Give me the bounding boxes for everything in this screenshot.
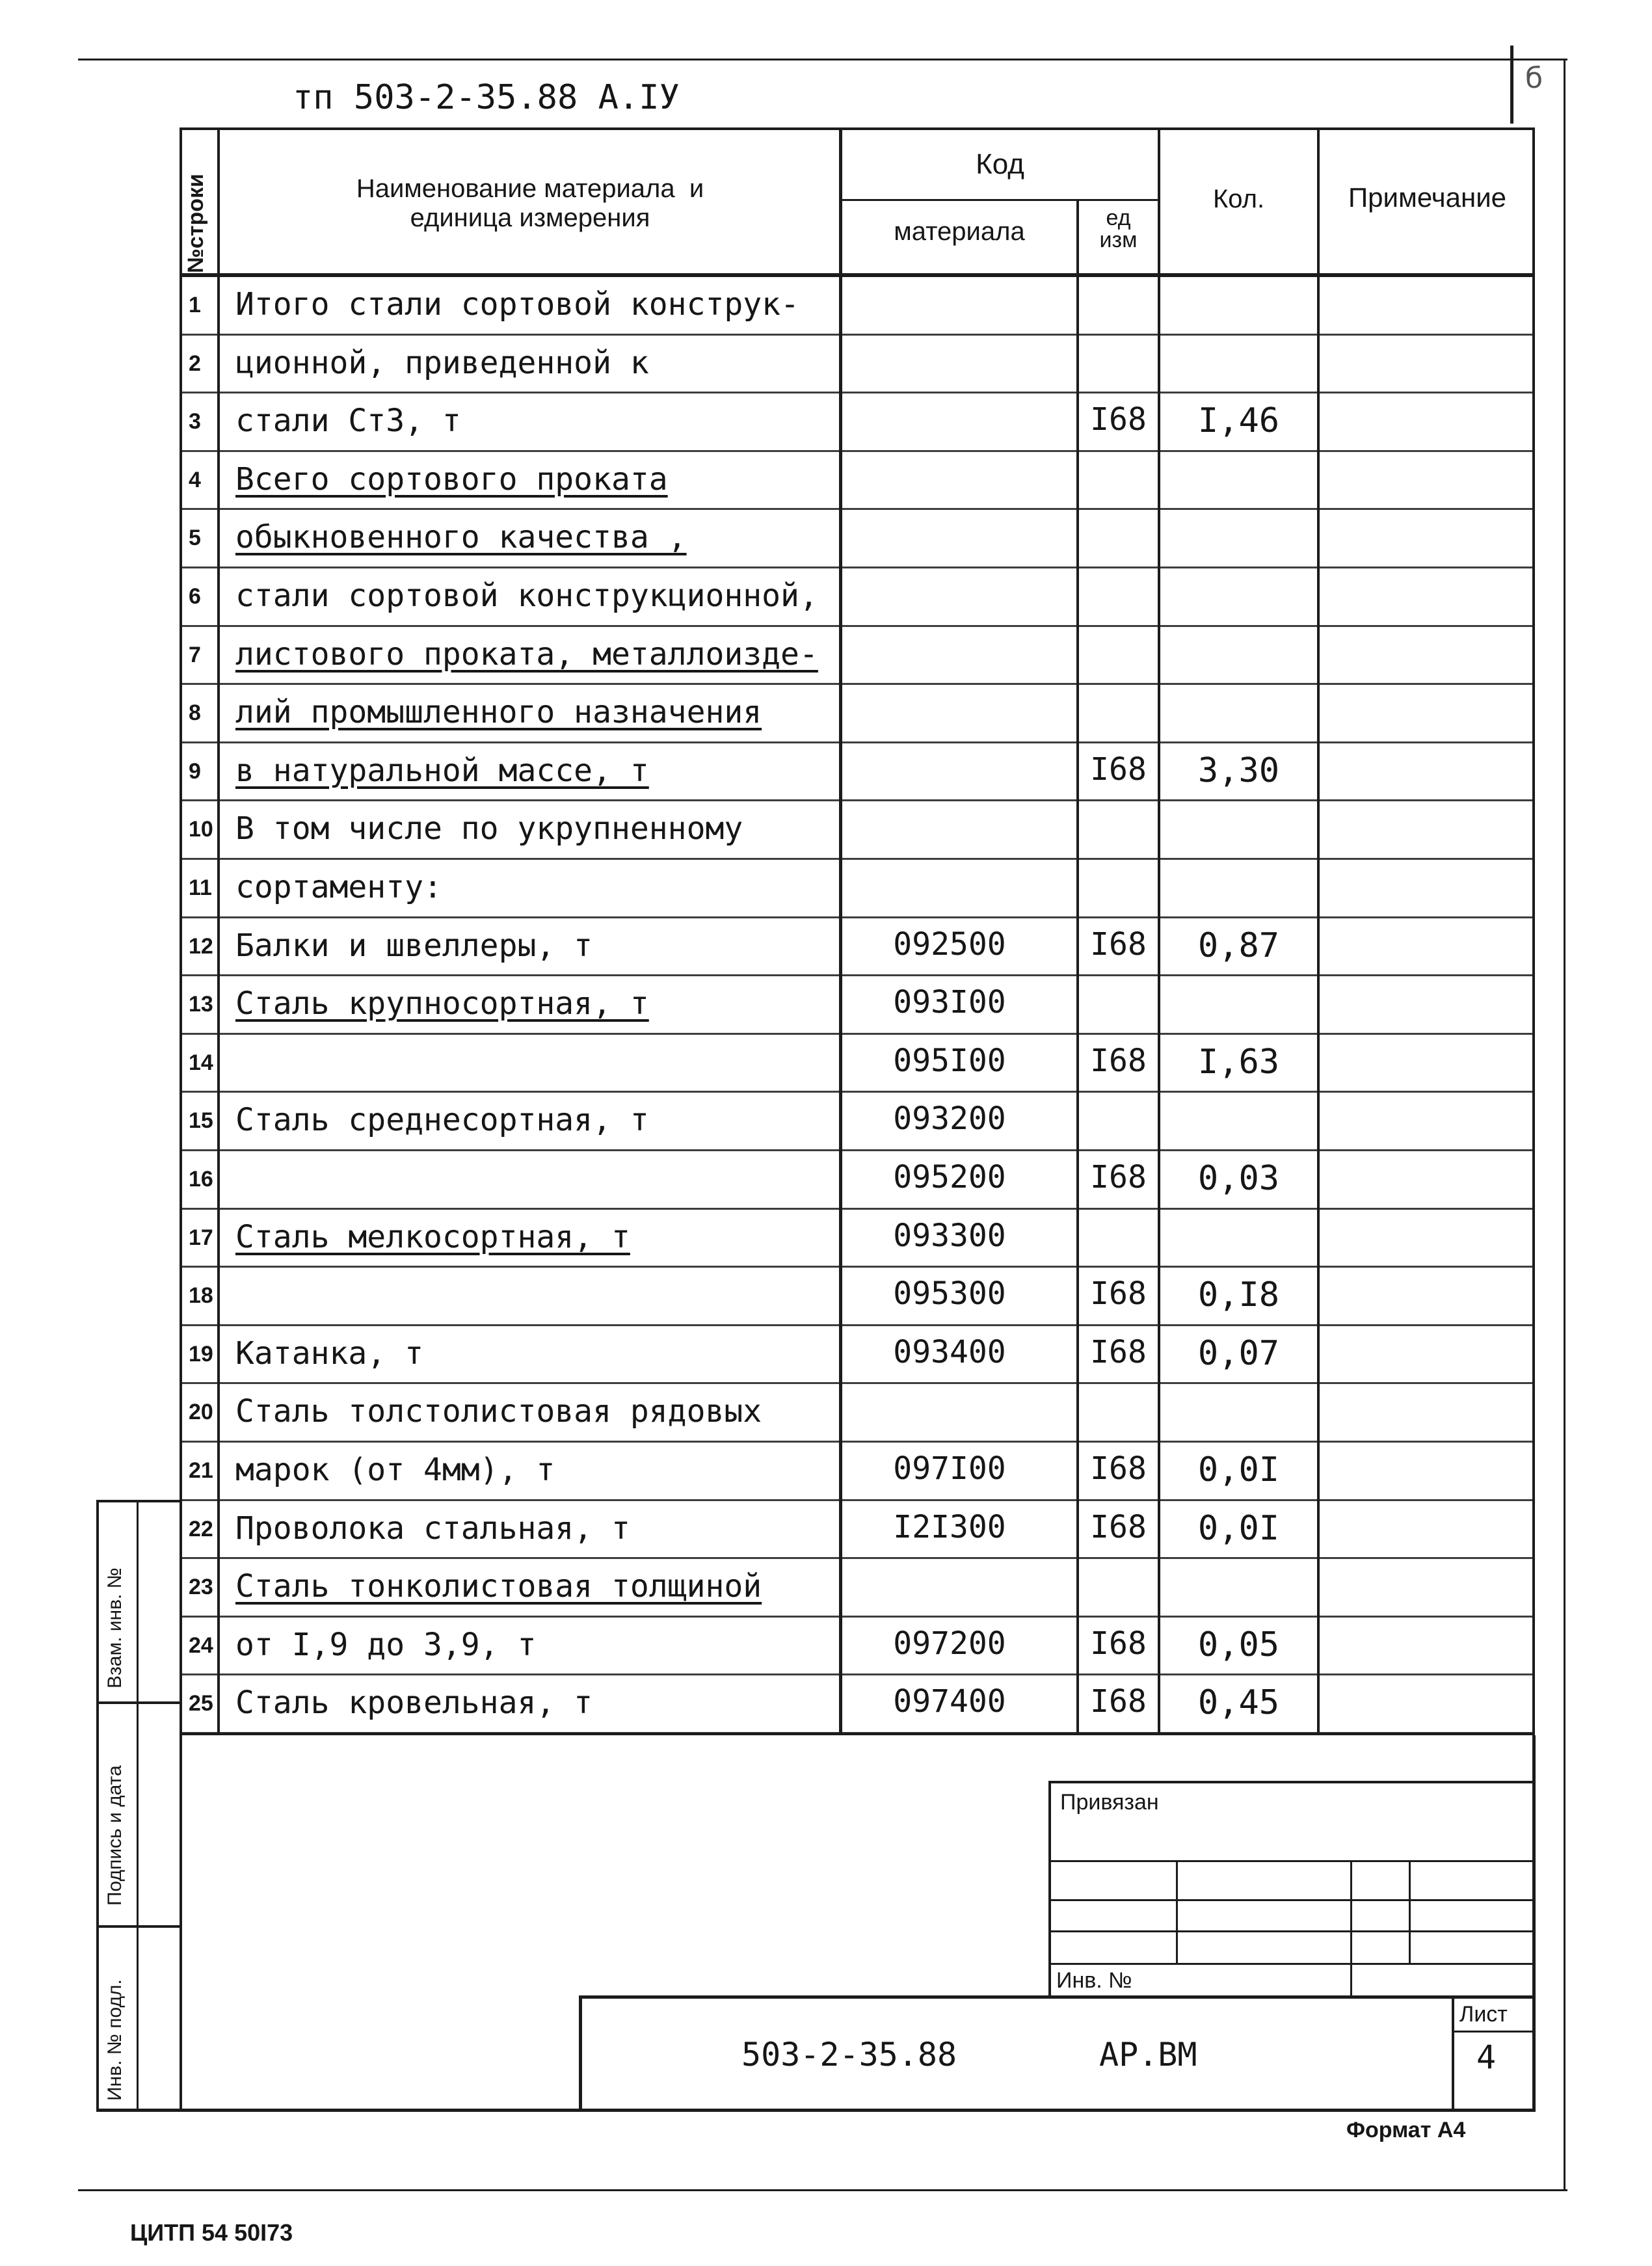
table-row [180,685,1535,743]
corner-mark: б [1525,62,1543,95]
row-number: 19 [189,1341,213,1366]
table-row [180,393,1535,452]
row-number: 6 [189,584,201,609]
row-number: 21 [189,1458,213,1483]
row-quantity: 0,0I [1197,1508,1280,1548]
row-unit-code: I68 [1090,1683,1147,1720]
row-unit-code: I68 [1090,1159,1147,1195]
sheet-box-rule [1452,2031,1535,2033]
row-material-code: 095300 [893,1275,1006,1313]
row-unit-code: I68 [1090,1042,1147,1079]
project-code: тп 503-2-35.88 А.IУ [293,78,680,117]
row-number: 25 [189,1691,213,1716]
row-number: 5 [189,526,201,551]
row-number: 2 [189,351,201,376]
col-header-unit: ед изм [1099,206,1138,252]
row-number: 23 [189,1575,213,1600]
row-material-code: 092500 [893,926,1006,963]
row-name: Сталь тонколистовая толщиной [235,1568,762,1605]
row-number: 11 [189,875,212,900]
privyazan-rule-2 [1048,1899,1535,1901]
doc-mark: АР.ВМ [1099,2036,1197,2073]
table-row [180,1035,1535,1093]
row-unit-code: I68 [1090,926,1147,963]
row-number: 1 [189,293,201,317]
row-name: обыкновенного качества , [235,519,687,556]
table-row [180,1268,1535,1326]
privyazan-vline-2 [1350,1860,1352,1995]
row-number: 8 [189,700,201,726]
row-unit-code: I68 [1090,1450,1147,1487]
outer-bottom-rule [78,2189,1567,2191]
privyazan-vline-1 [1176,1860,1178,1963]
table-row [180,510,1535,568]
outer-right-rule [1564,59,1565,2189]
row-number: 10 [189,817,213,842]
row-number: 4 [189,467,201,492]
row-material-code: 097I00 [893,1450,1006,1487]
row-name: стали сортовой конструкционной, [235,578,818,614]
col-header-qty: Кол. [1212,185,1265,213]
table-row [180,1675,1535,1734]
table-row [180,336,1535,394]
row-number: 3 [189,409,201,434]
row-number: 17 [189,1225,213,1250]
title-stamp [579,1995,1535,2111]
table-row [180,1151,1535,1210]
row-material-code: 093400 [893,1333,1006,1370]
row-quantity: 0,03 [1197,1159,1280,1198]
privyazan-label: Привязан [1060,1790,1159,1815]
row-name: стали Ст3, т [235,403,461,440]
code-subheader-rule [840,199,1158,201]
col-header-row-no: №строки [183,174,208,273]
row-quantity: 0,05 [1197,1625,1280,1664]
row-material-code: 097400 [893,1683,1006,1720]
row-material-code: 095I00 [893,1042,1006,1079]
row-number: 13 [189,992,213,1017]
row-number: 15 [189,1108,213,1134]
inv-no-label: Инв. № [1056,1968,1132,1993]
table-row [180,801,1535,860]
row-name: листового проката, металлоизде- [235,635,818,673]
table-row [180,1618,1535,1676]
top-rule [78,59,1567,60]
row-name: Сталь кровельная, т [235,1685,593,1722]
row-number: 20 [189,1400,213,1425]
row-name: сортаменту: [235,869,442,905]
format-label: Формат А4 [1346,2118,1466,2142]
table-row [180,976,1535,1035]
row-number: 12 [189,933,213,959]
table-row [180,1559,1535,1618]
frame-left [180,1735,182,2111]
row-name: Сталь мелкосортная, т [235,1218,630,1255]
col-header-material: материала [894,217,1025,246]
row-quantity: 0,I8 [1197,1275,1280,1315]
row-name: Сталь толстолистовая рядовых [235,1393,762,1430]
row-name: лий промышленного назначения [235,694,762,731]
privyazan-rule-3 [1048,1930,1535,1932]
side-label-podpis: Подпись и дата [104,1765,126,1906]
col-header-name: Наименование материала и единица измерения [356,174,704,232]
row-name: в натуральной массе, т [235,752,649,789]
row-name: марок (от 4мм), т [235,1452,555,1488]
row-material-code: 093200 [893,1100,1006,1138]
row-number: 7 [189,642,201,667]
side-strip-divider [137,1500,139,2111]
col-header-note: Примечание [1348,182,1507,213]
row-number: 9 [189,758,201,784]
row-material-code: 097200 [893,1625,1006,1662]
sheet-box-line [1452,1995,1454,2111]
table-row [180,277,1535,336]
row-name: Проволока стальная, т [235,1510,630,1547]
row-number: 22 [189,1516,213,1541]
row-name: Сталь крупносортная, т [235,985,649,1022]
row-rule [180,1732,1535,1734]
side-strip-sep-2 [96,1925,180,1928]
print-mark: ЦИТП 54 50I73 [130,2219,293,2246]
row-name: от I,9 до 3,9, т [235,1626,537,1663]
sheet-number: 4 [1476,2038,1497,2076]
table-row [180,1093,1535,1151]
doc-code: 503-2-35.88 [741,2036,957,2073]
row-name: В том числе по укрупненному [235,810,743,847]
row-quantity: 0,45 [1197,1683,1280,1723]
row-name: Итого стали сортовой конструк- [235,286,799,323]
privyazan-vline-3 [1409,1860,1411,1963]
table-row [180,452,1535,511]
table-row [180,568,1535,627]
side-label-vzam: Взам. инв. № [104,1567,126,1688]
table-row [180,1501,1535,1560]
row-name: Балки и швеллеры, т [235,927,593,964]
row-name: Сталь среднесортная, т [235,1102,649,1139]
col-header-code: Код [976,148,1024,180]
row-number: 18 [189,1283,213,1309]
row-quantity: I,63 [1197,1042,1280,1082]
row-quantity: 0,0I [1197,1450,1280,1489]
row-material-code: I2I300 [893,1508,1006,1545]
row-name: ционной, приведенной к [235,344,649,381]
table-row [180,860,1535,918]
row-unit-code: I68 [1090,1275,1147,1313]
right-edge-top [1510,46,1513,124]
row-unit-code: I68 [1090,1625,1147,1662]
privyazan-rule-1 [1048,1860,1535,1862]
row-material-code: 093I00 [893,984,1006,1021]
sheet-label: Лист [1459,2002,1508,2027]
table-row [180,743,1535,802]
row-quantity: 0,87 [1197,926,1280,965]
row-number: 16 [189,1167,213,1192]
table-row [180,1384,1535,1443]
table-row [180,918,1535,977]
row-name: Всего сортового проката [235,460,668,498]
table-row [180,1210,1535,1268]
side-label-inv-podl: Инв. № подл. [104,1979,126,2101]
side-strip-sep-1 [96,1701,180,1704]
row-material-code: 095200 [893,1159,1006,1195]
table-row [180,1326,1535,1385]
row-quantity: 0,07 [1197,1333,1280,1373]
privyazan-rule-4 [1048,1963,1535,1965]
row-unit-code: I68 [1090,1333,1147,1370]
row-unit-code: I68 [1090,401,1147,438]
row-name: Катанка, т [235,1335,423,1372]
row-number: 24 [189,1633,213,1658]
row-quantity: 3,30 [1197,751,1280,790]
row-number: 14 [189,1050,213,1075]
row-quantity: I,46 [1197,401,1280,441]
row-material-code: 093300 [893,1217,1006,1254]
row-unit-code: I68 [1090,1508,1147,1545]
table-row [180,627,1535,686]
table-row [180,1443,1535,1501]
row-unit-code: I68 [1090,751,1147,788]
